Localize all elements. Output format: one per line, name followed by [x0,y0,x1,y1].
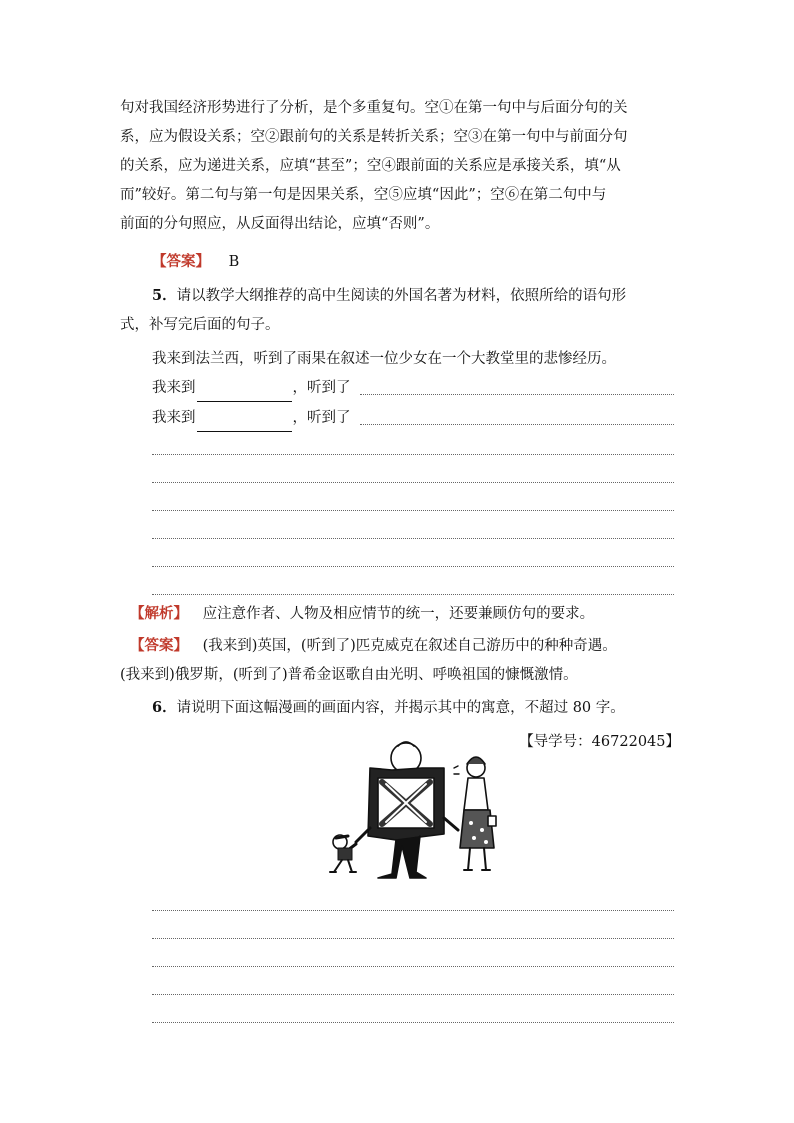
answer-label: 【答案】 [152,253,210,270]
question-5-example: 我来到法兰西，听到了雨果在叙述一位少女在一个大教堂里的悲惨经历。 [152,351,616,367]
analysis-text: 应注意作者、人物及相应情节的统一，还要兼顾仿句的要求。 [202,606,595,622]
answer-4 [152,248,712,276]
answer-label: 【答案】 [130,637,188,654]
fill-line-2 [152,404,712,432]
answer-line[interactable] [152,566,674,567]
question-text: 请说明下面这幅漫画的画面内容，并揭示其中的寓意，不超过 80 字。 [176,700,625,716]
fill-prefix: 我来到 [152,410,196,426]
fill-mid: ，听到了 [292,410,351,426]
cartoon-family-image [326,738,502,888]
answer-line[interactable] [152,482,674,483]
answer-line[interactable] [152,454,674,455]
answer-value: B [228,254,240,270]
analysis-line-4: 而”较好。第二句与第一句是因果关系，空⑤应填“因此”；空⑥在第二句中与 [120,187,607,203]
analysis-line-1: 句对我国经济形势进行了分析，是个多重复句。空①在第一句中与后面分句的关 [120,100,628,116]
answer-line[interactable] [152,510,674,511]
fill-mid: ，听到了 [292,380,351,396]
analysis-5 [130,600,690,628]
answer-line[interactable] [152,1022,674,1023]
answer-text: (我来到)英国，(听到了)匹克威克在叙述自己游历中的种种奇遇。 [202,638,617,654]
answer-line[interactable] [360,394,674,395]
guide-number: 【导学号：46722045】 [519,734,680,750]
answer-5-line-1 [130,632,690,660]
answer-line[interactable] [152,994,674,995]
question-5-line-1 [152,282,712,310]
question-5-line-2: 式，补写完后面的句子。 [120,317,280,333]
analysis-line-5: 前面的分句照应，从反面得出结论，应填“否则”。 [120,216,440,232]
answer-5-line-2: (我来到)俄罗斯，(听到了)普希金讴歌自由光明、呼唤祖国的慷慨激情。 [120,667,578,683]
answer-line[interactable] [360,424,674,425]
answer-line[interactable] [152,538,674,539]
analysis-label: 【解析】 [130,605,188,622]
answer-line[interactable] [152,938,674,939]
fill-line-1 [152,374,712,402]
question-text: 请以教学大纲推荐的高中生阅读的外国名著为材料，依照所给的语句形 [176,288,627,304]
fill-blank[interactable] [197,385,292,402]
question-6 [152,694,712,722]
answer-line[interactable] [152,966,674,967]
answer-line[interactable] [152,910,674,911]
question-number: 6． [152,699,177,716]
answer-line[interactable] [152,594,674,595]
analysis-line-3: 的关系，应为递进关系，应填“甚至”；空④跟前面的关系应是承接关系，填“从 [120,158,621,174]
analysis-line-2: 系，应为假设关系；空②跟前句的关系是转折关系；空③在第一句中与前面分句 [120,129,628,145]
fill-prefix: 我来到 [152,380,196,396]
question-number: 5． [152,287,177,304]
fill-blank[interactable] [197,415,292,432]
